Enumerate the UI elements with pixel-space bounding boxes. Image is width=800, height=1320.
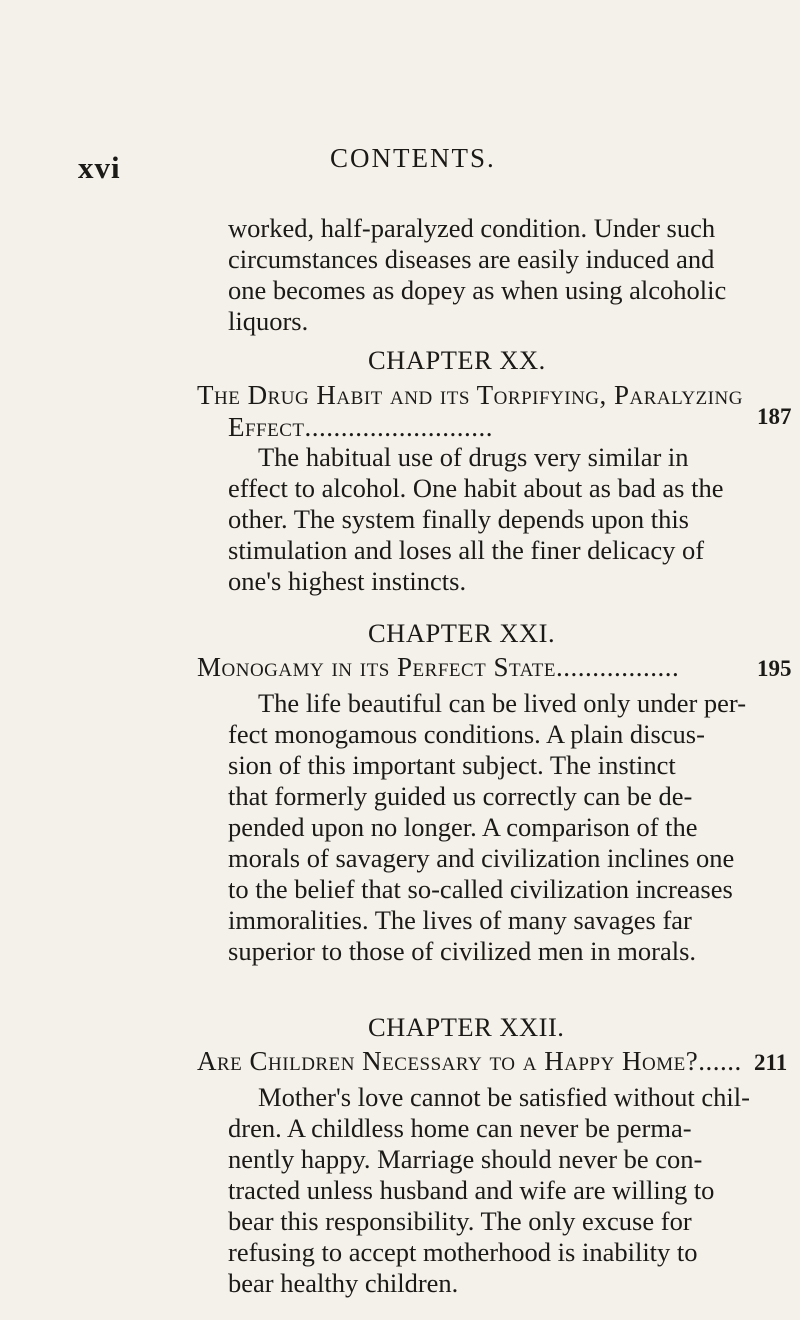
- text-line: dren. A childless home can never be perma-: [228, 1113, 692, 1143]
- text-line: fect monogamous conditions. A plain discus-: [228, 719, 705, 749]
- text-line: tracted unless husband and wife are willing to: [228, 1175, 715, 1205]
- running-head: CONTENTS.: [330, 143, 496, 173]
- text-line: The life beautiful can be lived only under per-: [258, 688, 747, 718]
- text-line: nently happy. Marriage should never be con-: [228, 1144, 703, 1174]
- text-line: immoralities. The lives of many savages far: [228, 905, 692, 935]
- text-line: one's highest instincts.: [228, 566, 467, 596]
- text-line: circumstances diseases are easily induced and: [228, 244, 715, 274]
- text-line: sion of this important subject. The instinct: [228, 750, 676, 780]
- chapter-title: Are Children Necessary to a Happy Home?......: [197, 1046, 742, 1076]
- chapter-heading: CHAPTER XXI.: [368, 618, 556, 648]
- chapter-heading: CHAPTER XX.: [368, 345, 546, 375]
- text-line: liquors.: [228, 306, 309, 336]
- chapter-summary: [228, 1082, 750, 1299]
- chapter-heading: CHAPTER XXII.: [368, 1012, 565, 1042]
- text-line: morals of savagery and civilization inclines one: [228, 843, 735, 873]
- text-line: stimulation and loses all the finer delicacy of: [228, 535, 705, 565]
- chapter-title: The Drug Habit and its Torpifying, Paralyzing: [197, 380, 743, 410]
- page-number: 195: [757, 656, 792, 681]
- text-line: pended upon no longer. A comparison of the: [228, 812, 698, 842]
- page-number: 211: [754, 1050, 788, 1075]
- page-number: 187: [757, 404, 792, 429]
- text-line: worked, half-paralyzed condition. Under such: [228, 213, 716, 243]
- text-line: Mother's love cannot be satisfied without chil-: [258, 1082, 750, 1112]
- chapter-summary: [228, 442, 723, 597]
- chapter-title: Monogamy in its Perfect State.................: [197, 652, 680, 682]
- text-line: other. The system finally depends upon this: [228, 504, 689, 534]
- text-line: that formerly guided us correctly can be de-: [228, 781, 693, 811]
- continuation-paragraph: [228, 213, 726, 337]
- text-line: bear healthy children.: [228, 1268, 459, 1298]
- text-line: bear this responsibility. The only excuse for: [228, 1206, 692, 1236]
- text-line: superior to those of civilized men in morals.: [228, 936, 697, 966]
- page-folio: xvi: [78, 150, 121, 185]
- text-line: effect to alcohol. One habit about as bad as the: [228, 473, 724, 503]
- text-line: refusing to accept motherhood is inability to: [228, 1237, 698, 1267]
- text-line: The habitual use of drugs very similar in: [258, 442, 689, 472]
- text-line: one becomes as dopey as when using alcoholic: [228, 275, 727, 305]
- chapter-title-continued: Effect..........................: [228, 412, 494, 442]
- chapter-summary: [228, 688, 746, 967]
- text-line: to the belief that so-called civilization increases: [228, 874, 733, 904]
